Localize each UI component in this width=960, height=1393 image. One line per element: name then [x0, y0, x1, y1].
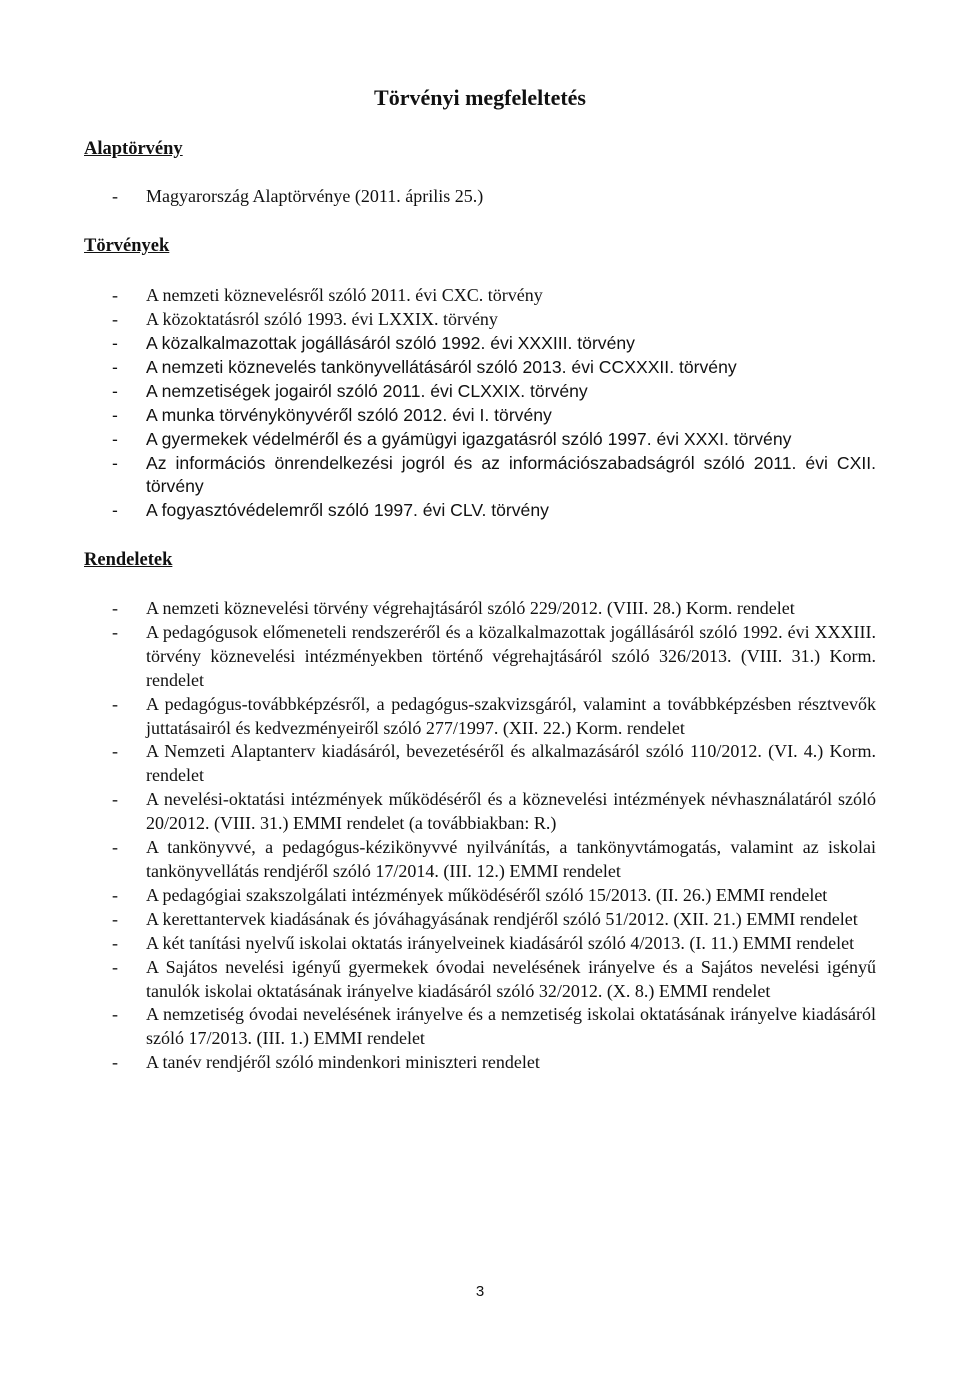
bullet-dash: - — [112, 428, 118, 449]
list-item-text: Magyarország Alaptörvénye (2011. április 25.) — [146, 186, 484, 206]
bullet-dash: - — [112, 1004, 118, 1025]
list-item — [84, 788, 876, 836]
bullet-dash: - — [112, 837, 118, 858]
bullet-dash: - — [112, 380, 118, 401]
list-item — [84, 185, 876, 209]
bullet-dash: - — [112, 333, 118, 353]
list-item-text: A közalkalmazottak jogállásáról szóló 1992. évi XXXIII. törvény — [146, 333, 635, 353]
list-item — [84, 693, 876, 741]
list-item-text: A nemzetiségek jogairól szóló 2011. évi CLXXIX. törvény — [146, 380, 588, 401]
list-item-text: A nemzeti köznevelésről szóló 2011. évi CXC. törvény — [146, 285, 543, 305]
alaptorveny-list — [84, 185, 876, 209]
list-item — [84, 932, 876, 956]
bullet-dash: - — [112, 908, 118, 929]
bullet-dash: - — [112, 356, 118, 377]
list-item-text: A pedagógusok előmeneteli rendszeréről és a közalkalmazottak jogállásáról szóló 1992. évi XXXIII. törvény köznevelési intézményekben történő végrehajtásáról szóló 326/2013. (VIII. 31.) Korm. rendelet — [146, 621, 876, 690]
list-item-text: A nevelési-oktatási intézmények működéséről és a köznevelési intézmények névhasználatáról szóló 20/2012. (VIII. 31.) EMMI rendelet (a továbbiakban: R.) — [146, 789, 876, 834]
bullet-dash: - — [112, 789, 118, 810]
torvenyek-list-sans — [84, 332, 876, 523]
list-item-text: A nemzeti köznevelési törvény végrehajtásáról szóló 229/2012. (VIII. 28.) Korm. rendelet — [146, 598, 795, 618]
torvenyek-list-serif — [84, 284, 876, 332]
list-item — [84, 404, 876, 428]
list-item-text: A nemzetiség óvodai nevelésének irányelve és a nemzetiség iskolai oktatásának irányelve kiadásáról szóló 17/2013. (III. 1.) EMMI rendelet — [146, 1004, 876, 1049]
list-item — [84, 308, 876, 332]
list-item — [84, 380, 876, 404]
list-item — [84, 1051, 876, 1075]
bullet-dash: - — [112, 884, 118, 905]
list-item — [84, 836, 876, 884]
bullet-dash: - — [112, 1052, 118, 1073]
bullet-dash: - — [112, 598, 118, 618]
list-item-text: A pedagógus-továbbképzésről, a pedagógus-szakvizsgáról, valamint a továbbképzésben résztvevők juttatásairól és kedvezményeiről szóló 277/1997. (XII. 22.) Korm. rendelet — [146, 693, 876, 738]
section-heading-alaptorveny: Alaptörvény — [84, 139, 183, 159]
bullet-dash: - — [112, 621, 118, 642]
bullet-dash: - — [112, 452, 118, 473]
list-item — [84, 740, 876, 788]
bullet-dash: - — [112, 186, 118, 206]
bullet-dash: - — [112, 308, 118, 329]
page-number: 3 — [475, 1283, 485, 1300]
list-item — [84, 284, 876, 308]
rendeletek-list — [84, 597, 876, 1075]
list-item-text: A kerettantervek kiadásának és jóváhagyásának rendjéről szóló 51/2012. (XII. 21.) EMMI rendelet — [146, 908, 858, 929]
list-item-text: A nemzeti köznevelés tankönyvellátásáról szóló 2013. évi CCXXXII. törvény — [146, 356, 737, 377]
list-item-text: A tanév rendjéről szóló mindenkori miniszteri rendelet — [146, 1052, 540, 1073]
bullet-dash: - — [112, 932, 118, 953]
list-item — [84, 452, 876, 500]
list-item — [84, 499, 876, 523]
list-item — [84, 884, 876, 908]
bullet-dash: - — [112, 741, 118, 762]
list-item — [84, 908, 876, 932]
page-title: Törvényi megfeleltetés — [374, 85, 586, 110]
list-item-text: A gyermekek védelméről és a gyámügyi igazgatásról szóló 1997. évi XXXI. törvény — [146, 428, 792, 449]
list-item — [84, 332, 876, 356]
list-item — [84, 356, 876, 380]
section-heading-torvenyek: Törvények — [84, 236, 170, 256]
bullet-dash: - — [112, 285, 118, 305]
list-item — [84, 956, 876, 1004]
section-heading-rendeletek: Rendeletek — [84, 550, 173, 570]
list-item-text: A Sajátos nevelési igényű gyermekek óvodai nevelésének irányelve és a Sajátos nevelési igényű tanulók iskolai oktatásának irányelve kiadásáról szóló 32/2012. (X. 8.) EMMI rendelet — [146, 956, 876, 1001]
list-item-text: Az információs önrendelkezési jogról és az információszabadságról szóló 2011. évi CXII. törvény — [146, 452, 876, 497]
list-item-text: A munka törvénykönyvéről szóló 2012. évi I. törvény — [146, 404, 552, 425]
list-item — [84, 597, 876, 621]
list-item-text: A két tanítási nyelvű iskolai oktatás irányelveinek kiadásáról szóló 4/2013. (I. 11.) EMMI rendelet — [146, 932, 855, 953]
list-item — [84, 428, 876, 452]
bullet-dash: - — [112, 956, 118, 977]
bullet-dash: - — [112, 693, 118, 714]
list-item — [84, 621, 876, 693]
list-item-text: A Nemzeti Alaptanterv kiadásáról, bevezetéséről és alkalmazásáról szóló 110/2012. (VI. 4.) Korm. rendelet — [146, 741, 876, 786]
bullet-dash: - — [112, 404, 118, 425]
list-item-text: A fogyasztóvédelemről szóló 1997. évi CLV. törvény — [146, 500, 549, 521]
list-item-text: A tankönyvvé, a pedagógus-kézikönyvvé nyilvánítás, a tankönyvtámogatás, valamint az iskolai tankönyvellátás rendjéről szóló 17/2014. (III. 12.) EMMI rendelet — [146, 837, 876, 881]
list-item — [84, 1003, 876, 1051]
list-item-text: A közoktatásról szóló 1993. évi LXXIX. törvény — [146, 308, 498, 329]
list-item-text: A pedagógiai szakszolgálati intézmények működéséről szóló 15/2013. (II. 26.) EMMI rendelet — [146, 884, 828, 905]
bullet-dash: - — [112, 500, 118, 521]
